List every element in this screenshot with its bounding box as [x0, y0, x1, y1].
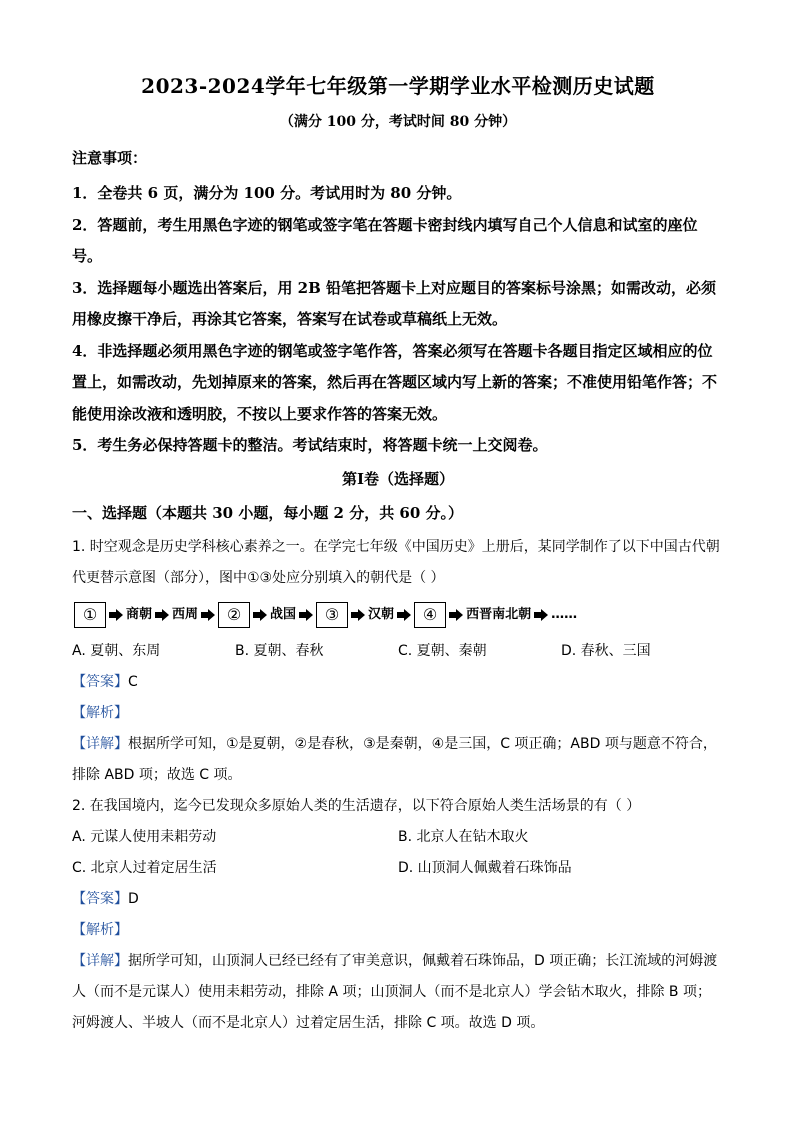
option-c: C. 夏朝、秦朝 [398, 642, 487, 659]
question-2 [72, 791, 724, 1039]
timeline-box-1: ① [74, 602, 106, 628]
arrow-right-icon [449, 609, 463, 621]
timeline-dynasty: 西晋南北朝 [466, 607, 532, 622]
timeline-dynasty: 战国 [270, 607, 297, 622]
detail-label: 详解 [86, 952, 114, 969]
answer-label: 答案 [86, 673, 114, 690]
timeline-dynasty: 商朝 [126, 607, 153, 622]
option-a: A. 夏朝、东周 [72, 642, 161, 659]
notice-item: 1．全卷共 6 页，满分为 100 分。考试用时为 80 分钟。 [72, 184, 462, 202]
option-b: B. 夏朝、春秋 [235, 642, 324, 659]
analysis-line: 【解析】 [72, 921, 128, 938]
option-d: D. 山顶洞人佩戴着石珠饰品 [398, 859, 572, 876]
arrow-right-icon [397, 609, 411, 621]
analysis-line: 【解析】 [72, 704, 128, 721]
option-a: A. 元谋人使用耒耜劳动 [72, 828, 217, 845]
arrow-right-icon [299, 609, 313, 621]
arrow-right-icon [201, 609, 215, 621]
answer-label: 答案 [86, 890, 114, 907]
timeline-dynasty: 西周 [172, 607, 199, 622]
notice-item: 2．答题前，考生用黑色字迹的钢笔或签字笔在答题卡密封线内填写自己个人信息和试室的座位号。 [72, 215, 698, 265]
analysis-label: 解析 [86, 704, 114, 721]
notice-heading: 注意事项： [72, 149, 148, 167]
volume-title: 第Ⅰ卷（选择题） [341, 469, 455, 488]
timeline-box-3: ③ [316, 602, 348, 628]
timeline-box-2: ② [218, 602, 250, 628]
arrow-right-icon [109, 609, 123, 621]
answer-options [72, 822, 724, 884]
notice-item: 4．非选择题必须用黑色字迹的钢笔或签字笔作答，答案必须写在答题卡各题目指定区域相应的位置上，如需改动，先划掉原来的答案，然后再在答题区域内写上新的答案；不准使用铅笔作答；不能使用涂改液和透明胶，不按以上要求作答的答案无效。 [72, 341, 718, 423]
answer-value: D [128, 890, 139, 907]
question-stem: 2. 在我国境内，迄今已发现众多原始人类的生活遗存，以下符合原始人类生活场景的有（ ） [72, 797, 641, 814]
timeline-ellipsis: …… [551, 607, 578, 622]
section-title: 一、选择题（本题共 30 小题，每小题 2 分，共 60 分。） [72, 503, 464, 522]
answer-value: C [128, 673, 138, 690]
detail-line: 【详解】据所学可知，山顶洞人已经已经有了审美意识，佩戴着石珠饰品，D 项正确；长江流域的河姆渡人（而不是元谋人）使用耒耜劳动，排除 A 项；山顶洞人（而不是北京人）学会钻木取火，排除 B 项；河姆渡人、半坡人（而不是北京人）过着定居生活，排除 C 项。故选 D 项。 [72, 952, 718, 1031]
option-c: C. 北京人过着定居生活 [72, 859, 217, 876]
question-1 [72, 532, 724, 791]
exam-page [72, 70, 724, 1039]
detail-label: 详解 [86, 735, 114, 752]
detail-text: 根据所学可知，①是夏朝，②是春秋，③是秦朝，④是三国，C 项正确；ABD 项与题意不符合，排除 ABD 项；故选 C 项。 [72, 735, 717, 783]
page-subtitle: （满分 100 分，考试时间 80 分钟） [279, 114, 517, 130]
notice-list [72, 178, 724, 462]
detail-line: 【详解】根据所学可知，①是夏朝，②是春秋，③是秦朝，④是三国，C 项正确；ABD 项与题意不符合，排除 ABD 项；故选 C 项。 [72, 735, 717, 783]
arrow-right-icon [351, 609, 365, 621]
timeline-box-4: ④ [414, 602, 446, 628]
option-d: D. 春秋、三国 [561, 642, 651, 659]
notice-item: 3．选择题每小题选出答案后，用 2B 铅笔把答题卡上对应题目的答案标号涂黑；如需改动，必须用橡皮擦干净后，再涂其它答案，答案写在试卷或草稿纸上无效。 [72, 278, 717, 328]
analysis-label: 解析 [86, 921, 114, 938]
option-b: B. 北京人在钻木取火 [398, 828, 529, 845]
answer-options [72, 636, 724, 667]
dynasty-timeline [74, 600, 724, 630]
timeline-dynasty: 汉朝 [368, 607, 395, 622]
page-title: 2023-2024学年七年级第一学期学业水平检测历史试题 [141, 74, 655, 98]
detail-text: 据所学可知，山顶洞人已经已经有了审美意识，佩戴着石珠饰品，D 项正确；长江流域的河姆渡人（而不是元谋人）使用耒耜劳动，排除 A 项；山顶洞人（而不是北京人）学会钻木取火，排除 B 项；河姆渡人、半坡人（而不是北京人）过着定居生活，排除 C 项。故选 D 项。 [72, 952, 718, 1031]
answer-line: 【答案】D [72, 890, 139, 907]
answer-line: 【答案】C [72, 673, 138, 690]
arrow-right-icon [534, 609, 548, 621]
question-stem: 1. 时空观念是历史学科核心素养之一。在学完七年级《中国历史》上册后，某同学制作了以下中国古代朝代更替示意图（部分），图中①③处应分别填入的朝代是（ ） [72, 538, 720, 586]
arrow-right-icon [155, 609, 169, 621]
arrow-right-icon [253, 609, 267, 621]
notice-item: 5．考生务必保持答题卡的整洁。考试结束时，将答题卡统一上交阅卷。 [72, 436, 548, 454]
